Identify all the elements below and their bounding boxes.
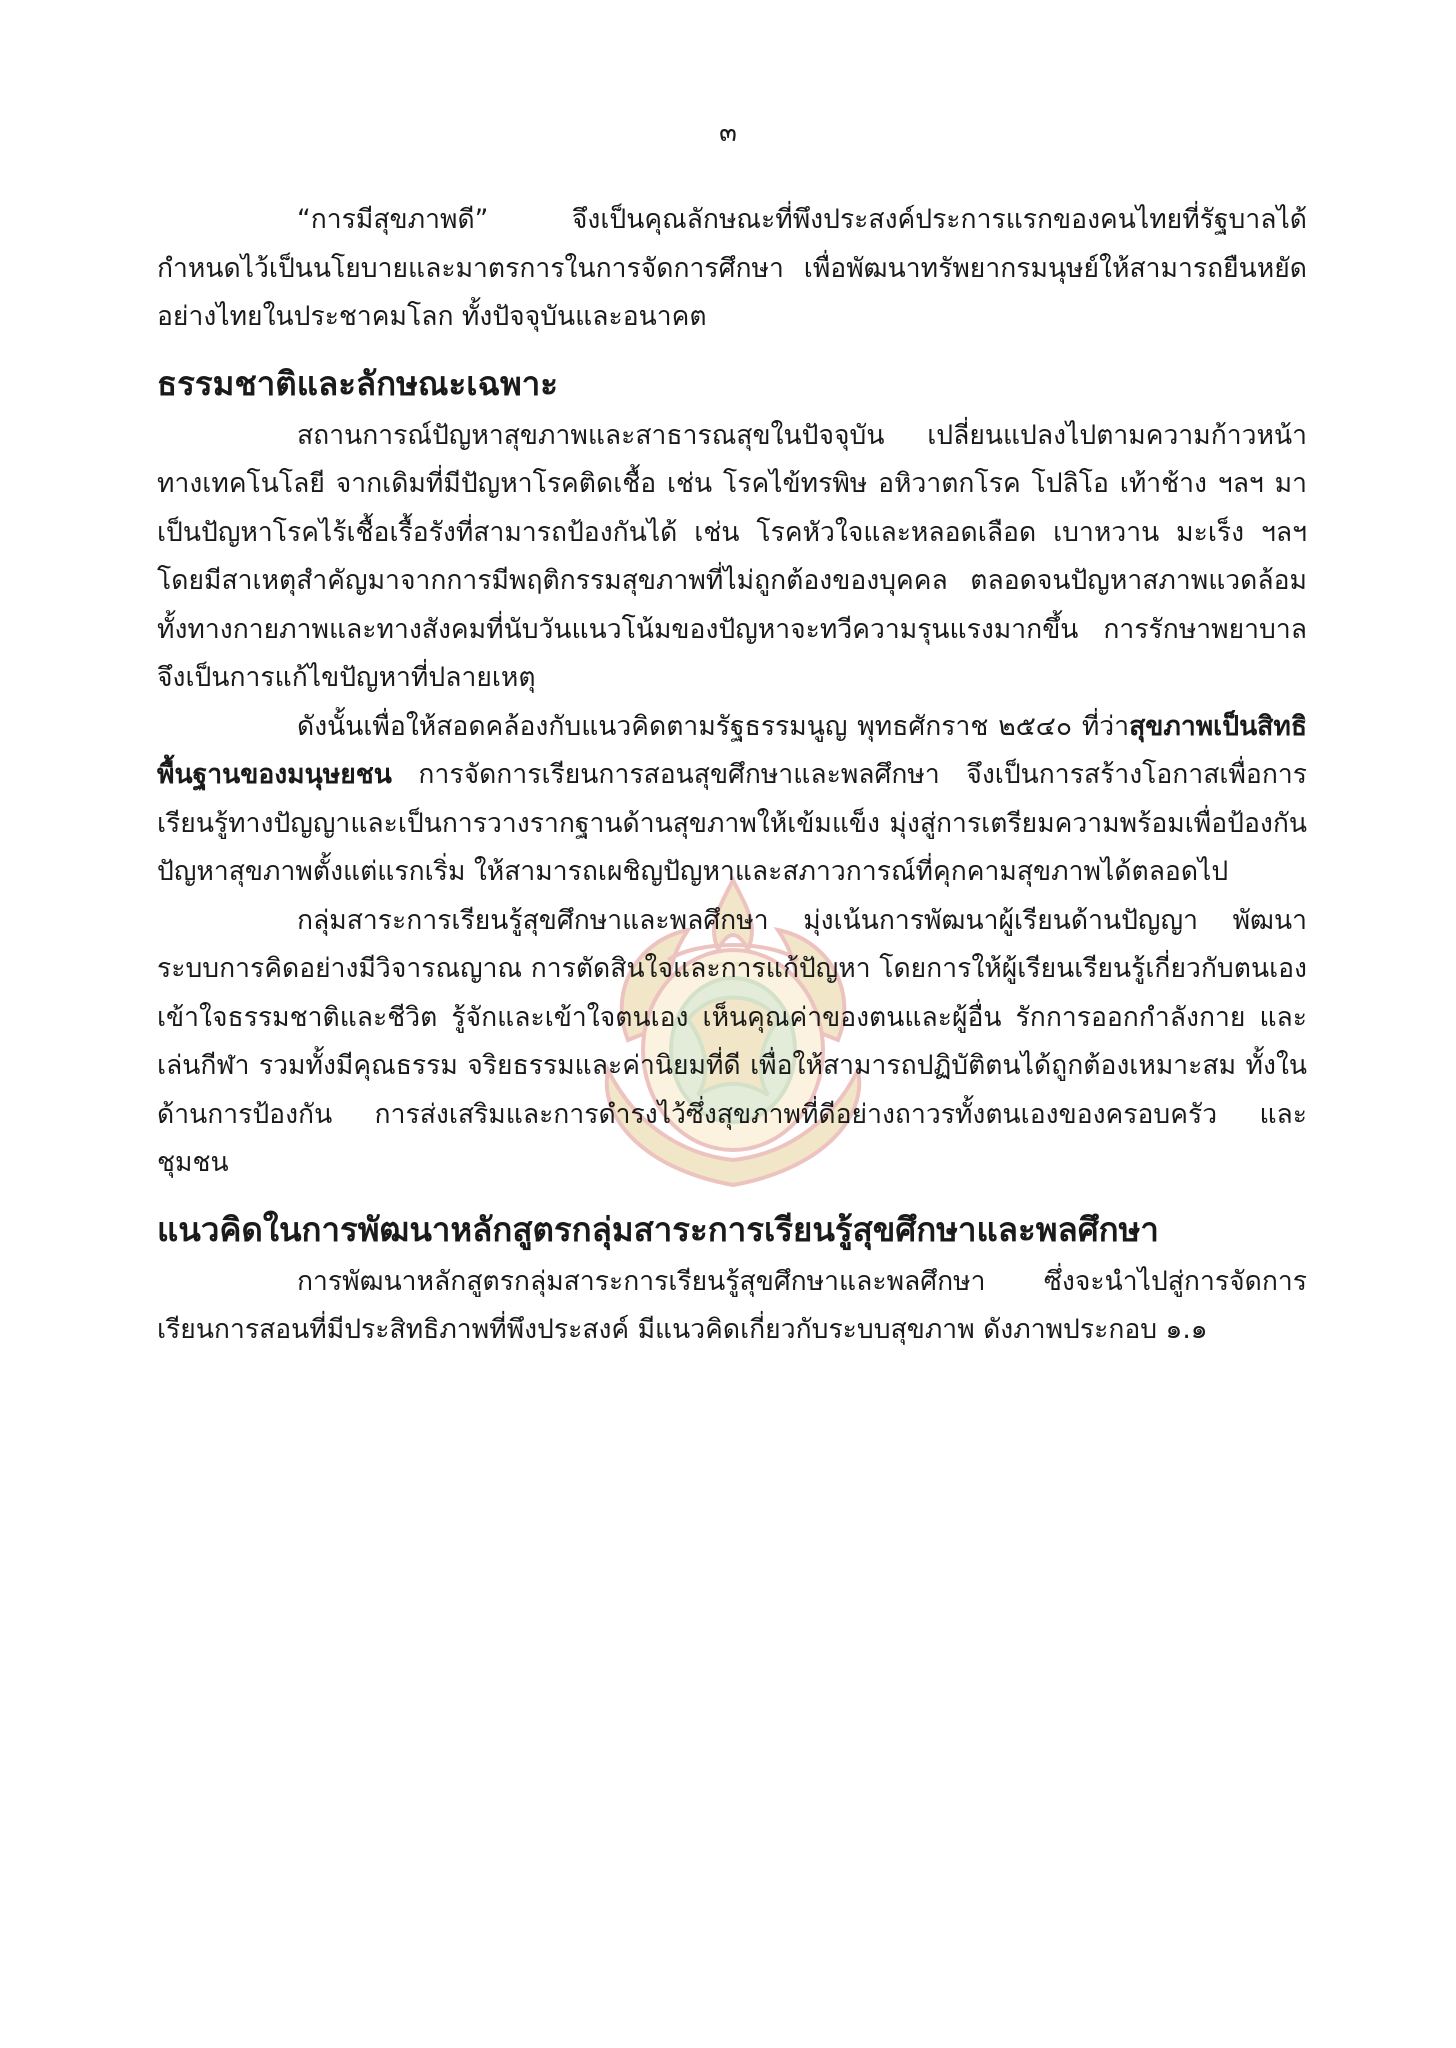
document-body xyxy=(157,196,1307,1355)
curriculum-paragraph: การพัฒนาหลักสูตรกลุ่มสาระการเรียนรู้สุขศึกษาและพลศึกษา ซึ่งจะนำไปสู่การจัดการเรียนการสอนที่มีประสิทธิภาพที่พึงประสงค์ มีแนวคิดเกี่ยวกับระบบสุขภาพ ดังภาพประกอบ ๑.๑ xyxy=(157,1265,1307,1345)
section-heading-nature: ธรรมชาติและลักษณะเฉพาะ xyxy=(157,363,558,403)
constitution-paragraph xyxy=(157,703,1307,897)
intro-paragraph: “การมีสุขภาพดี” จึงเป็นคุณลักษณะที่พึงประสงค์ประการแรกของคนไทยที่รัฐบาลได้กำหนดไว้เป็นนโยบายและมาตรการในการจัดการศึกษา เพื่อพัฒนาทรัพยากรมนุษย์ให้สามารถยืนหยัดอย่างไทยในประชาคมโลก ทั้งปัจจุบันและอนาคต xyxy=(157,204,1307,332)
section-heading-concept: แนวคิดในการพัฒนาหลักสูตรกลุ่มสาระการเรียนรู้สุขศึกษาและพลศึกษา xyxy=(157,1209,1159,1249)
constitution-bold-phrase: สุขภาพเป็นสิทธิพื้นฐานของมนุษยชน xyxy=(157,710,1307,790)
page-number: ๓ xyxy=(719,118,737,148)
situation-paragraph: สถานการณ์ปัญหาสุขภาพและสาธารณสุขในปัจจุบัน เปลี่ยนแปลงไปตามความก้าวหน้าทางเทคโนโลยี จากเดิมที่มีปัญหาโรคติดเชื้อ เช่น โรคไข้ทรพิษ อหิวาตกโรค โปลิโอ เท้าช้าง ฯลฯ มาเป็นปัญหาโรคไร้เชื้อเรื้อรังที่สามารถป้องกันได้ เช่น โรคหัวใจและหลอดเลือด เบาหวาน มะเร็ง ฯลฯ โดยมีสาเหตุสำคัญมาจากการมีพฤติกรรมสุขภาพที่ไม่ถูกต้องของบุคคล ตลอดจนปัญหาสภาพแวดล้อมทั้งทางกายภาพและทางสังคมที่นับวันแนวโน้มของปัญหาจะทวีความรุนแรงมากขึ้น การรักษาพยาบาลจึงเป็นการแก้ไขปัญหาที่ปลายเหตุ xyxy=(157,419,1307,693)
constitution-text-after: การจัดการเรียนการสอนสุขศึกษาและพลศึกษา จึงเป็นการสร้างโอกาสเพื่อการเรียนรู้ทางปัญญาและเป็นการวางรากฐานด้านสุขภาพให้เข้มแข็ง มุ่งสู่การเตรียมความพร้อมเพื่อป้องกันปัญหาสุขภาพตั้งแต่แรกเริ่ม ให้สามารถเผชิญปัญหาและสภาวการณ์ที่คุกคามสุขภาพได้ตลอดไป xyxy=(157,759,1307,887)
constitution-text-before: ดังนั้นเพื่อให้สอดคล้องกับแนวคิดตามรัฐธรรมนูญ พุทธศักราช ๒๕๔๐ ที่ว่า xyxy=(297,710,1130,742)
learning-area-paragraph: กลุ่มสาระการเรียนรู้สุขศึกษาและพลศึกษา มุ่งเน้นการพัฒนาผู้เรียนด้านปัญญา พัฒนาระบบการคิดอย่างมีวิจารณญาณ การตัดสินใจและการแก้ปัญหา โดยการให้ผู้เรียนเรียนรู้เกี่ยวกับตนเอง เข้าใจธรรมชาติและชีวิต รู้จักและเข้าใจตนเอง เห็นคุณค่าของตนและผู้อื่น รักการออกกำลังกาย และเล่นกีฬา รวมทั้งมีคุณธรรม จริยธรรมและค่านิยมที่ดี เพื่อให้สามารถปฏิบัติตนได้ถูกต้องเหมาะสม ทั้งในด้านการป้องกัน การส่งเสริมและการดำรงไว้ซึ่งสุขภาพที่ดีอย่างถาวรทั้งตนเองของครอบครัว และชุมชน xyxy=(157,904,1307,1178)
